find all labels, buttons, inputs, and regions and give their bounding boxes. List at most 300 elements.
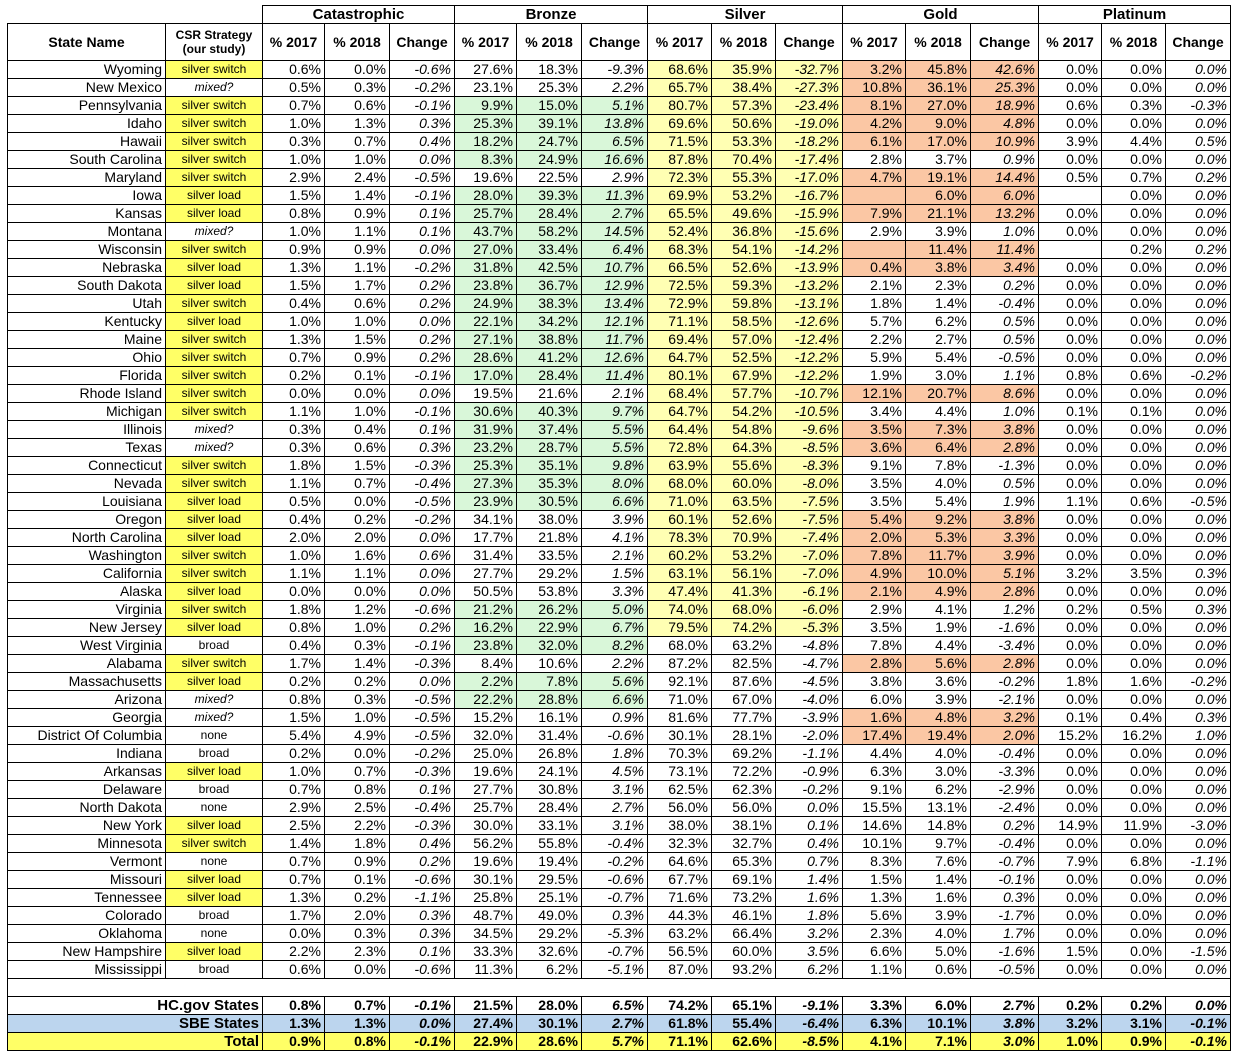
sil-pct2018-cell: 66.4% (712, 925, 776, 943)
gold-change-cell: 18.9% (971, 97, 1039, 115)
csr-strategy-cell: silver switch (166, 241, 263, 259)
bro-pct2018-cell: 38.8% (517, 331, 582, 349)
state-name-cell: Nevada (8, 475, 166, 493)
cat-pct2017-cell: 1.0% (263, 151, 325, 169)
plat-pct2018-cell: 0.0% (1102, 61, 1166, 79)
cat-pct2018-cell: 0.7% (325, 763, 390, 781)
cat-change-cell: 0.0% (390, 529, 455, 547)
column-header-sil-pct2018: % 2018 (712, 24, 776, 61)
plat-pct2017-cell: 0.6% (1039, 97, 1102, 115)
cat-change-cell: -0.3% (390, 763, 455, 781)
gold-pct2018-cell: 3.0% (906, 367, 971, 385)
gold-pct2018-cell: 6.4% (906, 439, 971, 457)
cat-pct2017-cell: 0.6% (263, 961, 325, 979)
gold-pct2017-cell: 3.6% (843, 439, 906, 457)
gold-pct2017-cell: 1.5% (843, 871, 906, 889)
csr-strategy-cell: silver switch (166, 295, 263, 313)
gold-change-cell: 0.3% (971, 889, 1039, 907)
sil-change-cell: -5.3% (776, 619, 843, 637)
sil-change-cell: 1.6% (776, 889, 843, 907)
bro-pct2018-cell: 28.4% (517, 367, 582, 385)
table-row (8, 295, 1231, 313)
csr-strategy-cell: silver load (166, 187, 263, 205)
sil-pct2017-cell: 71.0% (648, 493, 712, 511)
plat-pct2018-cell: 0.6% (1102, 493, 1166, 511)
state-name-cell: North Dakota (8, 799, 166, 817)
summary-row-sbe (8, 1015, 1231, 1033)
gold-pct2018-cell: 4.0% (906, 475, 971, 493)
gold-change-cell: 10.9% (971, 133, 1039, 151)
bro-pct2017-cell: 22.9% (455, 1033, 517, 1051)
csr-strategy-cell: silver load (166, 763, 263, 781)
cat-change-cell: 0.0% (390, 583, 455, 601)
bro-pct2017-cell: 25.3% (455, 115, 517, 133)
bro-pct2018-cell: 32.6% (517, 943, 582, 961)
plat-pct2018-cell: 0.0% (1102, 799, 1166, 817)
sil-pct2017-cell: 69.4% (648, 331, 712, 349)
csr-strategy-cell: silver load (166, 205, 263, 223)
sil-pct2018-cell: 68.0% (712, 601, 776, 619)
plat-pct2018-cell: 0.0% (1102, 943, 1166, 961)
bro-change-cell: 2.2% (582, 655, 648, 673)
sil-pct2017-cell: 72.5% (648, 277, 712, 295)
bro-change-cell: 6.6% (582, 493, 648, 511)
sil-pct2017-cell: 72.9% (648, 295, 712, 313)
sil-change-cell: -12.2% (776, 367, 843, 385)
bro-pct2017-cell: 32.0% (455, 727, 517, 745)
gold-pct2018-cell: 4.1% (906, 601, 971, 619)
gold-pct2017-cell: 4.1% (843, 1033, 906, 1051)
cat-change-cell: -0.1% (390, 403, 455, 421)
plat-pct2017-cell: 0.0% (1039, 151, 1102, 169)
sil-pct2017-cell: 56.0% (648, 799, 712, 817)
plat-pct2017-cell: 0.0% (1039, 529, 1102, 547)
csr-strategy-cell: silver switch (166, 565, 263, 583)
gold-pct2017-cell: 7.9% (843, 205, 906, 223)
gold-change-cell: 11.4% (971, 241, 1039, 259)
csr-strategy-cell: silver load (166, 259, 263, 277)
plat-pct2017-cell: 0.8% (1039, 367, 1102, 385)
cat-change-cell: -0.5% (390, 493, 455, 511)
cat-change-cell: 0.0% (390, 313, 455, 331)
cat-pct2018-cell: 0.3% (325, 79, 390, 97)
gold-pct2018-cell: 2.7% (906, 331, 971, 349)
cat-pct2017-cell: 1.1% (263, 475, 325, 493)
bro-pct2017-cell: 30.6% (455, 403, 517, 421)
cat-pct2018-cell: 0.0% (325, 583, 390, 601)
cat-pct2017-cell: 1.7% (263, 655, 325, 673)
sil-pct2018-cell: 52.5% (712, 349, 776, 367)
gold-change-cell: 1.1% (971, 367, 1039, 385)
plat-pct2017-cell: 0.0% (1039, 331, 1102, 349)
cat-pct2017-cell: 1.3% (263, 889, 325, 907)
gold-pct2018-cell: 5.3% (906, 529, 971, 547)
state-name-cell: Oregon (8, 511, 166, 529)
cat-change-cell: 0.4% (390, 133, 455, 151)
sil-change-cell: -9.6% (776, 421, 843, 439)
bro-pct2018-cell: 39.3% (517, 187, 582, 205)
sil-pct2017-cell: 61.8% (648, 1015, 712, 1033)
cat-pct2017-cell: 0.8% (263, 997, 325, 1015)
plat-change-cell: 0.0% (1166, 349, 1231, 367)
gold-pct2017-cell: 6.0% (843, 691, 906, 709)
sil-pct2018-cell: 60.0% (712, 475, 776, 493)
state-name-cell: Alabama (8, 655, 166, 673)
cat-pct2018-cell: 0.0% (325, 61, 390, 79)
cat-pct2018-cell: 0.8% (325, 1033, 390, 1051)
plat-change-cell: 0.0% (1166, 763, 1231, 781)
plat-change-cell: 0.3% (1166, 601, 1231, 619)
table-row (8, 241, 1231, 259)
bro-change-cell: 12.9% (582, 277, 648, 295)
column-header-plat-pct2018: % 2018 (1102, 24, 1166, 61)
sil-change-cell: -8.0% (776, 475, 843, 493)
sil-change-cell: -4.8% (776, 637, 843, 655)
state-name-cell: Massachusetts (8, 673, 166, 691)
sil-pct2018-cell: 70.4% (712, 151, 776, 169)
state-name-cell: Michigan (8, 403, 166, 421)
cat-change-cell: -0.3% (390, 655, 455, 673)
cat-pct2017-cell: 0.4% (263, 511, 325, 529)
gold-pct2018-cell: 4.0% (906, 745, 971, 763)
table-row (8, 277, 1231, 295)
cat-pct2018-cell: 0.8% (325, 781, 390, 799)
sil-pct2017-cell: 87.0% (648, 961, 712, 979)
cat-change-cell: 0.4% (390, 835, 455, 853)
sil-pct2018-cell: 41.3% (712, 583, 776, 601)
plat-pct2017-cell: 3.2% (1039, 565, 1102, 583)
plat-pct2017-cell: 1.1% (1039, 493, 1102, 511)
sil-pct2018-cell: 67.0% (712, 691, 776, 709)
plat-pct2017-cell: 0.0% (1039, 61, 1102, 79)
sil-change-cell: -15.6% (776, 223, 843, 241)
csr-strategy-cell: silver load (166, 889, 263, 907)
sil-change-cell: -8.3% (776, 457, 843, 475)
column-header-bro-pct2017: % 2017 (455, 24, 517, 61)
csr-strategy-cell: mixed? (166, 79, 263, 97)
plat-change-cell: 0.0% (1166, 439, 1231, 457)
gold-change-cell: -2.9% (971, 781, 1039, 799)
plat-pct2018-cell: 0.0% (1102, 385, 1166, 403)
sil-change-cell: -15.9% (776, 205, 843, 223)
plat-pct2018-cell: 0.0% (1102, 835, 1166, 853)
bro-change-cell: 3.9% (582, 511, 648, 529)
gold-pct2017-cell: 3.4% (843, 403, 906, 421)
cat-pct2018-cell: 1.1% (325, 565, 390, 583)
sil-change-cell: 1.4% (776, 871, 843, 889)
bro-change-cell: 8.0% (582, 475, 648, 493)
csr-strategy-cell: mixed? (166, 709, 263, 727)
column-header-gold-pct2018: % 2018 (906, 24, 971, 61)
gold-change-cell: -1.6% (971, 943, 1039, 961)
cat-change-cell: -0.3% (390, 817, 455, 835)
bro-change-cell: -0.2% (582, 853, 648, 871)
csr-strategy-cell: silver load (166, 583, 263, 601)
cat-pct2017-cell: 0.3% (263, 439, 325, 457)
cat-change-cell: 0.2% (390, 619, 455, 637)
csr-strategy-header: CSR Strategy (our study) (166, 24, 263, 61)
state-name-cell: Vermont (8, 853, 166, 871)
gold-pct2018-cell: 4.0% (906, 925, 971, 943)
table-row (8, 907, 1231, 925)
gold-pct2017-cell (843, 241, 906, 259)
bro-pct2017-cell: 11.3% (455, 961, 517, 979)
bro-pct2017-cell: 22.1% (455, 313, 517, 331)
cat-change-cell: -0.6% (390, 601, 455, 619)
plat-change-cell: -0.1% (1166, 1033, 1231, 1051)
plat-pct2017-cell: 3.9% (1039, 133, 1102, 151)
sil-pct2017-cell: 32.3% (648, 835, 712, 853)
plat-pct2018-cell: 0.0% (1102, 457, 1166, 475)
bro-pct2017-cell: 9.9% (455, 97, 517, 115)
bro-change-cell: 9.7% (582, 403, 648, 421)
sil-pct2018-cell: 32.7% (712, 835, 776, 853)
csr-strategy-cell: mixed? (166, 421, 263, 439)
group-header-bronze: Bronze (455, 6, 648, 24)
plat-pct2017-cell: 0.0% (1039, 547, 1102, 565)
sil-pct2017-cell: 71.0% (648, 691, 712, 709)
cat-pct2018-cell: 0.1% (325, 367, 390, 385)
cat-pct2017-cell: 0.7% (263, 853, 325, 871)
bro-pct2018-cell: 25.3% (517, 79, 582, 97)
csr-strategy-cell: broad (166, 745, 263, 763)
gold-change-cell: 25.3% (971, 79, 1039, 97)
cat-pct2018-cell: 0.9% (325, 853, 390, 871)
plat-pct2017-cell: 0.0% (1039, 385, 1102, 403)
bro-pct2018-cell: 28.4% (517, 205, 582, 223)
bro-change-cell: 2.1% (582, 385, 648, 403)
table-row (8, 259, 1231, 277)
gold-change-cell: 1.7% (971, 925, 1039, 943)
cat-pct2017-cell: 0.7% (263, 781, 325, 799)
plat-pct2017-cell: 0.0% (1039, 871, 1102, 889)
sil-change-cell: -16.7% (776, 187, 843, 205)
gold-change-cell: 1.2% (971, 601, 1039, 619)
gold-pct2017-cell: 2.8% (843, 151, 906, 169)
gold-pct2018-cell: 6.0% (906, 187, 971, 205)
gold-change-cell: 3.3% (971, 529, 1039, 547)
cat-change-cell: 0.3% (390, 439, 455, 457)
plat-pct2018-cell: 0.0% (1102, 223, 1166, 241)
plat-pct2017-cell: 0.0% (1039, 439, 1102, 457)
gold-pct2017-cell: 1.8% (843, 295, 906, 313)
plat-pct2018-cell: 0.0% (1102, 925, 1166, 943)
cat-change-cell: 0.1% (390, 205, 455, 223)
sil-change-cell: -12.4% (776, 331, 843, 349)
table-row (8, 961, 1231, 979)
sil-pct2018-cell: 74.2% (712, 619, 776, 637)
cat-change-cell: -0.2% (390, 259, 455, 277)
cat-pct2017-cell: 0.0% (263, 583, 325, 601)
cat-change-cell: 0.3% (390, 115, 455, 133)
plat-pct2017-cell: 0.0% (1039, 457, 1102, 475)
bro-pct2017-cell: 56.2% (455, 835, 517, 853)
state-name-cell: Delaware (8, 781, 166, 799)
gold-pct2018-cell: 6.2% (906, 781, 971, 799)
cat-pct2017-cell: 1.5% (263, 277, 325, 295)
gold-pct2018-cell: 11.4% (906, 241, 971, 259)
bro-change-cell: 2.2% (582, 79, 648, 97)
sil-pct2018-cell: 59.3% (712, 277, 776, 295)
csr-strategy-cell: none (166, 727, 263, 745)
gold-pct2018-cell: 3.9% (906, 907, 971, 925)
plat-change-cell: 0.0% (1166, 61, 1231, 79)
plat-pct2017-cell: 0.0% (1039, 907, 1102, 925)
gold-pct2017-cell: 17.4% (843, 727, 906, 745)
state-name-cell: Maryland (8, 169, 166, 187)
cat-pct2017-cell: 0.9% (263, 1033, 325, 1051)
state-name-cell: Rhode Island (8, 385, 166, 403)
csr-strategy-cell: silver switch (166, 169, 263, 187)
bro-pct2017-cell: 27.4% (455, 1015, 517, 1033)
plat-change-cell: 0.0% (1166, 925, 1231, 943)
csr-strategy-cell: none (166, 925, 263, 943)
table-row (8, 601, 1231, 619)
table-row (8, 493, 1231, 511)
cat-pct2018-cell: 1.4% (325, 187, 390, 205)
sil-pct2017-cell: 68.3% (648, 241, 712, 259)
state-name-cell: Ohio (8, 349, 166, 367)
bro-pct2018-cell: 38.3% (517, 295, 582, 313)
cat-pct2018-cell: 0.7% (325, 997, 390, 1015)
gold-change-cell: 6.0% (971, 187, 1039, 205)
gold-pct2018-cell: 9.0% (906, 115, 971, 133)
gold-change-cell: -0.5% (971, 349, 1039, 367)
bro-pct2018-cell: 28.4% (517, 799, 582, 817)
plat-pct2017-cell: 1.8% (1039, 673, 1102, 691)
plat-pct2017-cell: 0.0% (1039, 691, 1102, 709)
group-header-silver: Silver (648, 6, 843, 24)
cat-pct2017-cell: 1.8% (263, 457, 325, 475)
bro-pct2017-cell: 17.0% (455, 367, 517, 385)
bro-change-cell: 8.2% (582, 637, 648, 655)
gold-change-cell: -0.1% (971, 871, 1039, 889)
sil-pct2017-cell: 64.4% (648, 421, 712, 439)
sil-change-cell: 6.2% (776, 961, 843, 979)
bro-pct2018-cell: 19.4% (517, 853, 582, 871)
gold-pct2017-cell: 2.0% (843, 529, 906, 547)
gold-pct2018-cell: 3.9% (906, 223, 971, 241)
bro-pct2017-cell: 28.6% (455, 349, 517, 367)
csr-strategy-cell: silver switch (166, 601, 263, 619)
bro-change-cell: 11.7% (582, 331, 648, 349)
sil-pct2017-cell: 80.1% (648, 367, 712, 385)
plat-pct2018-cell: 0.0% (1102, 115, 1166, 133)
bro-change-cell: 2.7% (582, 799, 648, 817)
bro-pct2018-cell: 30.1% (517, 1015, 582, 1033)
csr-strategy-cell: silver load (166, 529, 263, 547)
sil-change-cell: -7.5% (776, 493, 843, 511)
plat-pct2018-cell: 0.0% (1102, 547, 1166, 565)
bro-pct2017-cell: 34.5% (455, 925, 517, 943)
sil-change-cell: 0.0% (776, 799, 843, 817)
sil-pct2017-cell: 71.1% (648, 1033, 712, 1051)
bro-pct2017-cell: 27.0% (455, 241, 517, 259)
bro-change-cell: 13.8% (582, 115, 648, 133)
cat-pct2017-cell: 1.3% (263, 259, 325, 277)
sil-pct2018-cell: 57.7% (712, 385, 776, 403)
plat-change-cell: 0.3% (1166, 565, 1231, 583)
gold-pct2017-cell: 2.9% (843, 223, 906, 241)
cat-change-cell: 0.2% (390, 853, 455, 871)
plat-change-cell: 0.0% (1166, 295, 1231, 313)
cat-pct2017-cell: 0.2% (263, 745, 325, 763)
plat-pct2018-cell: 0.0% (1102, 313, 1166, 331)
bro-pct2018-cell: 32.0% (517, 637, 582, 655)
sil-pct2017-cell: 70.3% (648, 745, 712, 763)
gold-change-cell: -2.4% (971, 799, 1039, 817)
table-row (8, 421, 1231, 439)
cat-pct2017-cell: 0.8% (263, 691, 325, 709)
table-row (8, 943, 1231, 961)
csr-strategy-cell: silver switch (166, 547, 263, 565)
gold-change-cell: 1.0% (971, 403, 1039, 421)
csr-strategy-cell: silver load (166, 493, 263, 511)
table-row (8, 385, 1231, 403)
gold-pct2017-cell: 4.7% (843, 169, 906, 187)
plat-pct2018-cell: 0.0% (1102, 763, 1166, 781)
sil-change-cell: -6.4% (776, 1015, 843, 1033)
sil-pct2018-cell: 28.1% (712, 727, 776, 745)
csr-strategy-cell: silver switch (166, 97, 263, 115)
cat-pct2017-cell: 1.0% (263, 763, 325, 781)
bro-pct2017-cell: 23.8% (455, 637, 517, 655)
gold-change-cell: 5.1% (971, 565, 1039, 583)
gold-change-cell: 4.8% (971, 115, 1039, 133)
sil-pct2018-cell: 55.6% (712, 457, 776, 475)
gold-pct2018-cell: 14.8% (906, 817, 971, 835)
plat-pct2017-cell: 0.0% (1039, 889, 1102, 907)
csr-strategy-cell: silver load (166, 511, 263, 529)
gold-pct2018-cell: 1.4% (906, 871, 971, 889)
cat-pct2017-cell: 0.2% (263, 673, 325, 691)
plat-pct2017-cell: 15.2% (1039, 727, 1102, 745)
bro-pct2017-cell: 16.2% (455, 619, 517, 637)
sil-pct2018-cell: 49.6% (712, 205, 776, 223)
plat-change-cell: 0.0% (1166, 403, 1231, 421)
column-header-gold-change: Change (971, 24, 1039, 61)
cat-pct2017-cell: 0.8% (263, 619, 325, 637)
bro-change-cell: 0.3% (582, 907, 648, 925)
bro-pct2017-cell: 21.2% (455, 601, 517, 619)
plat-change-cell: 0.0% (1166, 835, 1231, 853)
group-header-row (8, 6, 1231, 24)
cat-change-cell: -0.6% (390, 871, 455, 889)
sil-change-cell: -13.2% (776, 277, 843, 295)
table-row (8, 547, 1231, 565)
gold-pct2017-cell: 3.5% (843, 493, 906, 511)
cat-pct2018-cell: 0.7% (325, 475, 390, 493)
gold-change-cell: -1.7% (971, 907, 1039, 925)
csr-strategy-cell: silver switch (166, 115, 263, 133)
gold-pct2018-cell: 20.7% (906, 385, 971, 403)
cat-pct2018-cell: 0.2% (325, 889, 390, 907)
bro-change-cell: 5.1% (582, 97, 648, 115)
plat-pct2017-cell: 0.2% (1039, 997, 1102, 1015)
plat-change-cell: 0.5% (1166, 133, 1231, 151)
cat-pct2018-cell: 1.3% (325, 115, 390, 133)
gold-pct2017-cell: 4.9% (843, 565, 906, 583)
bro-pct2017-cell: 23.9% (455, 493, 517, 511)
sil-pct2017-cell: 62.5% (648, 781, 712, 799)
bro-pct2018-cell: 34.2% (517, 313, 582, 331)
cat-pct2017-cell: 0.8% (263, 205, 325, 223)
sil-pct2018-cell: 82.5% (712, 655, 776, 673)
bro-pct2017-cell: 31.9% (455, 421, 517, 439)
sil-pct2018-cell: 65.3% (712, 853, 776, 871)
cat-change-cell: 0.0% (390, 565, 455, 583)
gold-pct2018-cell: 3.9% (906, 691, 971, 709)
